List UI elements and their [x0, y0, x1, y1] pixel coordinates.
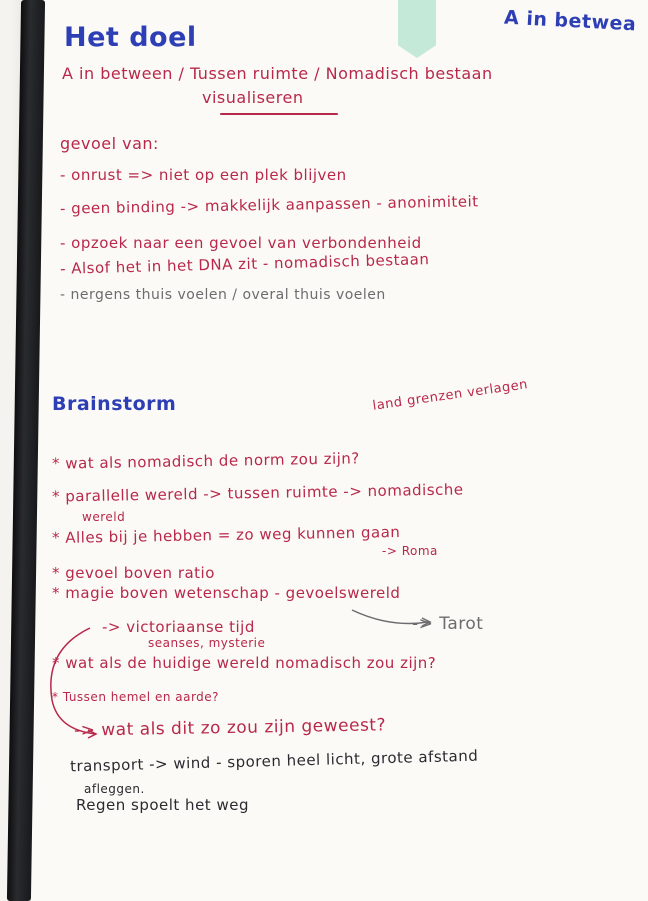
arrow-to-tarot: [352, 610, 428, 624]
brainstorm-item: -> wat als dit zo zou zijn geweest?: [73, 715, 387, 741]
brainstorm-item: * wat als de huidige wereld nomadisch zou zijn?: [52, 654, 437, 672]
corner-title: A in betwea: [503, 6, 637, 36]
feeling-item: - geen binding -> makkelijk aanpassen - anonimiteit: [59, 192, 479, 218]
brainstorm-note: land grenzen verlagen: [371, 377, 529, 414]
brainstorm-item: * gevoel boven ratio: [52, 564, 215, 582]
goal-line: A in between / Tussen ruimte / Nomadisch bestaan: [62, 64, 493, 83]
feeling-item: - onrust => niet op een plek blijven: [60, 166, 347, 184]
feeling-item: - nergens thuis voelen / overal thuis voelen: [60, 287, 386, 303]
brainstorm-item: -> Tarot: [412, 614, 484, 634]
brainstorm-item: * Tussen hemel en aarde?: [52, 690, 220, 704]
brainstorm-item: * Alles bij je hebben = zo weg kunnen gaan: [51, 522, 401, 548]
goal-visualize: visualiseren: [202, 88, 304, 107]
note-line: Regen spoelt het weg: [76, 796, 249, 814]
feeling-item: - opzoek naar een gevoel van verbondenheid: [60, 234, 422, 252]
note-line: afleggen.: [84, 782, 145, 796]
feeling-item: - Alsof het in het DNA zit - nomadisch bestaan: [59, 250, 430, 278]
brainstorm-item: wereld: [82, 510, 126, 524]
note-line: transport -> wind - sporen heel licht, grote afstand: [69, 746, 479, 776]
brainstorm-heading: Brainstorm: [52, 393, 177, 415]
arrow-curve-left: [51, 628, 96, 734]
brainstorm-item: * magie boven wetenschap - gevoelswereld: [52, 584, 401, 602]
brainstorm-item: -> victoriaanse tijd: [102, 618, 255, 636]
page-title: Het doel: [64, 22, 197, 53]
brainstorm-item: * parallelle wereld -> tussen ruimte -> nomadische: [51, 480, 464, 506]
feelings-heading: gevoel van:: [60, 134, 159, 153]
brainstorm-item: -> Roma: [382, 544, 438, 558]
brainstorm-item: seanses, mysterie: [148, 636, 266, 650]
brainstorm-item: * wat als nomadisch de norm zou zijn?: [51, 449, 360, 473]
